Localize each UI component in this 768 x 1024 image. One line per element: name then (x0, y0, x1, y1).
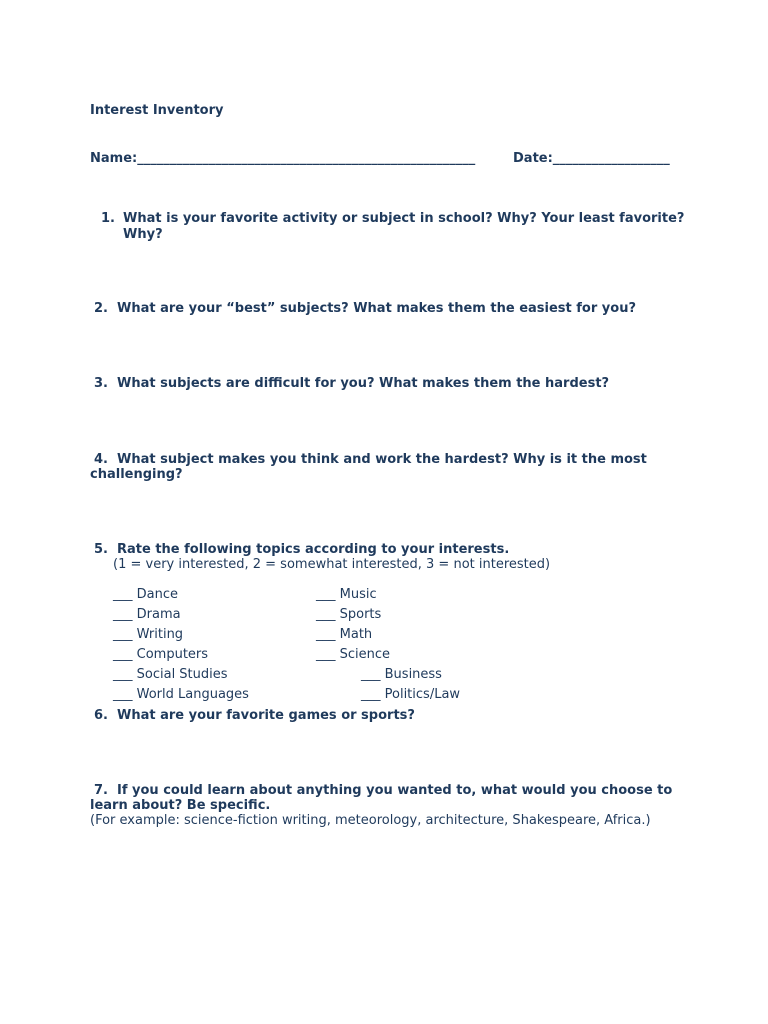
question-7-example: (For example: science-fiction writing, meteorology, architecture, Shakespeare, Africa.) (90, 813, 651, 828)
question-4-number: 4. (94, 452, 108, 467)
topic-drama[interactable]: ___ Drama (113, 607, 181, 622)
question-6-number: 6. (94, 708, 108, 723)
rating-scale: (1 = very interested, 2 = somewhat interested, 3 = not interested) (113, 557, 551, 572)
question-6-text: What are your favorite games or sports? (117, 708, 415, 723)
topic-writing[interactable]: ___ Writing (113, 627, 184, 642)
question-2-number: 2. (94, 301, 108, 316)
question-4-text-continued: challenging? (90, 467, 183, 482)
topic-music[interactable]: ___ Music (316, 587, 377, 602)
topic-dance[interactable]: ___ Dance (113, 587, 178, 602)
question-7-text-continued: learn about? Be specific. (90, 798, 271, 813)
name-label: Name: (90, 151, 138, 166)
question-1-text-continued: Why? (123, 227, 163, 242)
topic-sports[interactable]: ___ Sports (316, 607, 382, 622)
name-field[interactable] (90, 151, 475, 166)
question-3-number: 3. (94, 376, 108, 391)
topic-science[interactable]: ___ Science (316, 647, 391, 662)
question-1-text: What is your favorite activity or subject in school? Why? Your least favorite? (123, 211, 685, 226)
question-3-text: What subjects are difficult for you? What makes them the hardest? (117, 376, 610, 391)
question-5-number: 5. (94, 542, 108, 557)
question-1-number: 1. (101, 211, 115, 226)
topic-politics-law[interactable]: ___ Politics/Law (361, 687, 461, 702)
date-line: __________________ (552, 151, 670, 166)
name-line: ____________________________________________________ (137, 151, 476, 166)
question-4-text: What subject makes you think and work the hardest? Why is it the most (117, 452, 647, 467)
question-7-text: If you could learn about anything you wanted to, what would you choose to (117, 783, 673, 798)
question-5-text: Rate the following topics according to your interests. (117, 542, 510, 557)
topic-social-studies[interactable]: ___ Social Studies (113, 667, 228, 682)
question-2-text: What are your “best” subjects? What makes them the easiest for you? (117, 301, 636, 316)
question-7-number: 7. (94, 783, 108, 798)
topic-business[interactable]: ___ Business (361, 667, 442, 682)
topic-computers[interactable]: ___ Computers (113, 647, 209, 662)
topic-world-languages[interactable]: ___ World Languages (113, 687, 249, 702)
date-field[interactable] (513, 151, 670, 166)
date-label: Date: (513, 151, 553, 166)
page-title: Interest Inventory (90, 103, 224, 118)
topic-math[interactable]: ___ Math (316, 627, 373, 642)
